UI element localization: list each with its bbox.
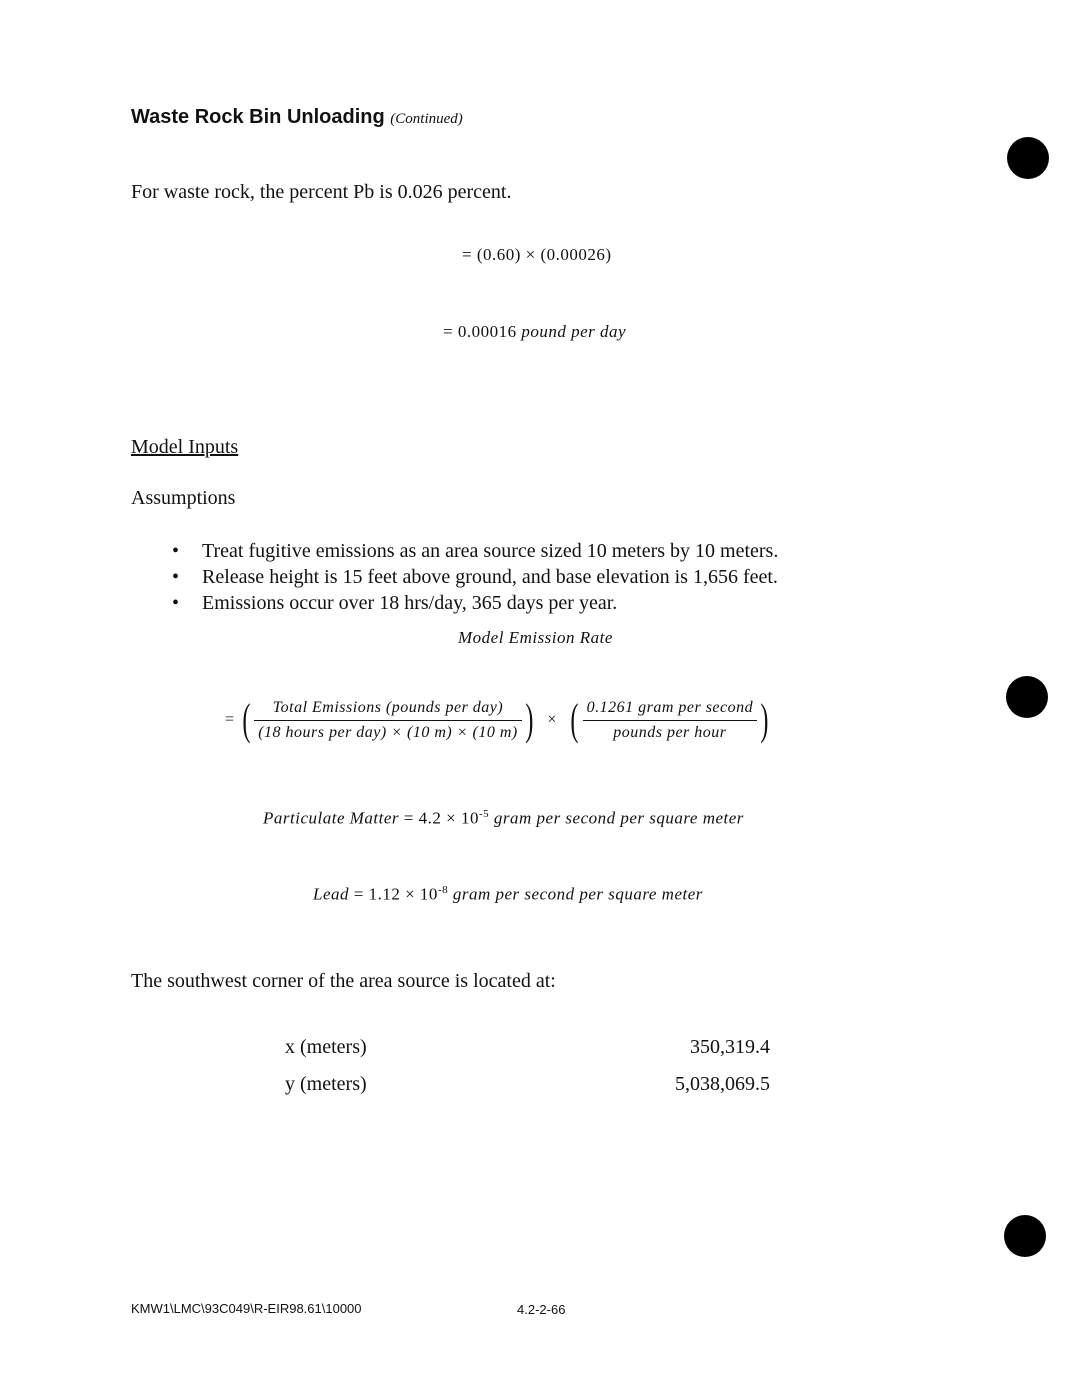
fraction-1-denominator: (18 hours per day) × (10 m) × (10 m) [258,723,518,741]
list-item: • Release height is 15 feet above ground, and base elevation is 1,656 feet. [172,566,778,588]
fraction-2 [583,699,758,742]
footer-path: KMW1\LMC\93C049\R-EIR98.61\10000 [131,1301,362,1316]
eq-equals: = [225,711,235,728]
fraction-2-denominator: pounds per hour [613,723,727,741]
y-coordinate-label: y (meters) [285,1073,367,1095]
lead-equation [313,884,703,905]
binder-hole-bottom [1004,1215,1046,1257]
pm-unit: gram per second per square meter [493,808,744,828]
pm-equation [263,808,744,829]
fraction-1 [254,699,522,742]
fraction-2-numerator: 0.1261 gram per second [583,699,758,721]
intro-text: For waste rock, the percent Pb is 0.026 percent. [131,181,512,203]
heading-continued: (Continued) [390,111,463,127]
page-number: 4.2-2-66 [517,1302,566,1317]
binder-hole-middle [1006,676,1048,718]
assumptions-heading: Assumptions [131,487,236,509]
bullet-icon: • [172,566,180,588]
paren-open-1: ( [242,695,251,744]
assumptions-list [172,538,778,616]
x-coordinate-label: x (meters) [285,1036,367,1058]
lead-value: = 1.12 × 10 [353,884,438,904]
sw-corner-text: The southwest corner of the area source is located at: [131,970,556,992]
binder-hole-top [1007,137,1049,179]
y-coordinate-value: 5,038,069.5 [675,1073,770,1095]
model-inputs-heading: Model Inputs [131,436,239,458]
lead-exponent: -8 [437,884,449,896]
equation-pb-unit: pound per day [521,322,627,341]
pm-value: = 4.2 × 10 [403,808,479,828]
paren-open-2: ( [570,695,580,744]
heading-title: Waste Rock Bin Unloading [131,106,385,128]
emission-rate-equation [225,695,772,744]
paren-close-2: ) [760,695,769,744]
section-heading [131,106,463,129]
equation-pb-result [443,322,626,342]
fraction-1-numerator: Total Emissions (pounds per day) [254,699,522,721]
paren-close-1: ) [525,695,534,744]
lead-label: Lead [313,884,349,904]
list-item: • Treat fugitive emissions as an area source sized 10 meters by 10 meters. [172,540,779,562]
pm-label: Particulate Matter [263,808,400,828]
equation-pb-value: = 0.00016 [443,322,517,341]
model-emission-rate-title: Model Emission Rate [458,628,613,647]
bullet-icon: • [172,592,180,614]
lead-unit: gram per second per square meter [452,884,703,904]
bullet-icon: • [172,540,180,562]
x-coordinate-value: 350,319.4 [690,1036,770,1058]
list-item: • Emissions occur over 18 hrs/day, 365 days per year. [172,592,618,614]
eq-times: × [547,711,557,728]
pm-exponent: -5 [478,808,490,820]
equation-pb-fraction: = (0.60) × (0.00026) [462,245,612,264]
